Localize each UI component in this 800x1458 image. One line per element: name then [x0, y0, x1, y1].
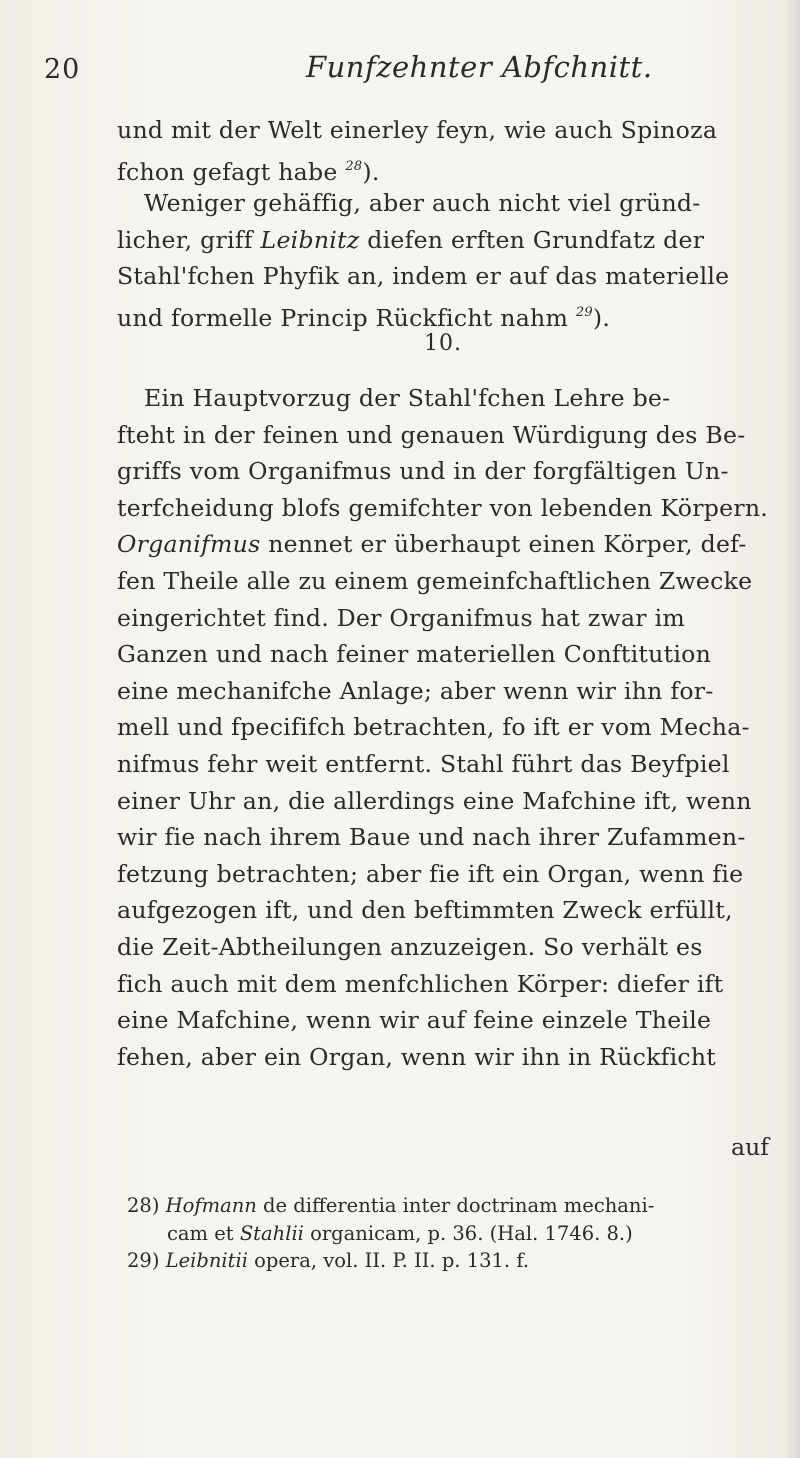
text-line: fich auch mit dem menfchlichen Körper: diefer ift [117, 969, 724, 998]
text-line: griffs vom Organifmus und in der forgfältigen Un- [117, 457, 729, 486]
footnote-name: Stahlii [239, 1221, 304, 1245]
term-organifmus: Organifmus [117, 530, 261, 559]
page-header [44, 50, 744, 90]
text-line: fetzung betrachten; aber fie ift ein Organ, wenn fie [117, 859, 744, 888]
footnote-28: 28) Hofmann de differentia inter doctrinam mechani- [127, 1194, 655, 1217]
page-number: 20 [44, 54, 81, 85]
text-line: fehen, aber ein Organ, wenn wir ihn in Rückficht [117, 1042, 717, 1071]
text-line: einer Uhr an, die allerdings eine Mafchine ift, wenn [117, 786, 752, 815]
text-line: eine mechanifche Anlage; aber wenn wir ihn for- [117, 676, 714, 705]
footnote-29: 29) Leibnitii opera, vol. II. P. II. p. 131. f. [127, 1249, 530, 1272]
text-line: und mit der Welt einerley feyn, wie auch Spinoza [117, 116, 718, 144]
text-line: licher, griff Leibnitz diefen erften Grundfatz der [117, 225, 705, 254]
section-number: 10. [424, 331, 462, 356]
catchword: auf [731, 1133, 769, 1161]
text-line: nifmus fehr weit entfernt. Stahl führt das Beyfpiel [117, 749, 730, 778]
page-edge-shadow [786, 0, 800, 1458]
text-line: fen Theile alle zu einem gemeinfchaftlichen Zwecke [117, 566, 753, 595]
footnote-28-continued: cam et Stahlii organicam, p. 36. (Hal. 1746. 8.) [167, 1221, 633, 1245]
text-line: eingerichtet find. Der Organifmus hat zwar im [117, 603, 685, 632]
text-line: terfcheidung blofs gemifchter von lebenden Körpern. [117, 493, 769, 522]
text-line: fteht in der feinen und genauen Würdigung des Be- [117, 420, 746, 449]
footnote-ref-28: 28 [345, 158, 363, 174]
text-line: Organifmus nennet er überhaupt einen Körper, def- [117, 530, 747, 559]
footnote-ref-29: 29 [575, 304, 593, 320]
paragraph-2 [117, 380, 769, 1075]
text-line: eine Mafchine, wenn wir auf feine einzele Theile [117, 1006, 712, 1035]
text-line: Ein Hauptvorzug der Stahl'fchen Lehre be- [144, 384, 671, 412]
text-line: aufgezogen ift, und den beftimmten Zweck erfüllt, [117, 896, 733, 925]
text-line: mell und fpecififch betrachten, fo ift er vom Mecha- [117, 713, 750, 742]
person-name: Leibnitz [260, 225, 360, 254]
running-head: Funfzehnter Abfchnitt. [306, 50, 653, 84]
paragraph-1 [117, 112, 769, 332]
footnote-author: Leibnitii [165, 1249, 248, 1272]
text-line: die Zeit-Abtheilungen anzuzeigen. So verhält es [117, 932, 703, 961]
text-line: fchon gefagt habe $^{28}$). [117, 157, 380, 186]
text-line: und formelle Princip Rückficht nahm $^{29}$). [117, 303, 611, 332]
text-line: Ganzen und nach feiner materiellen Conftitution [117, 640, 712, 669]
text-line: Weniger gehäffig, aber auch nicht viel gründ- [144, 189, 701, 218]
footnote-author: Hofmann [165, 1194, 257, 1217]
text-line: wir fie nach ihrem Baue und nach ihrer Zufammen- [117, 823, 746, 852]
footnotes [127, 1192, 777, 1275]
text-line: Stahl'fchen Phyfik an, indem er auf das materielle [117, 262, 730, 291]
